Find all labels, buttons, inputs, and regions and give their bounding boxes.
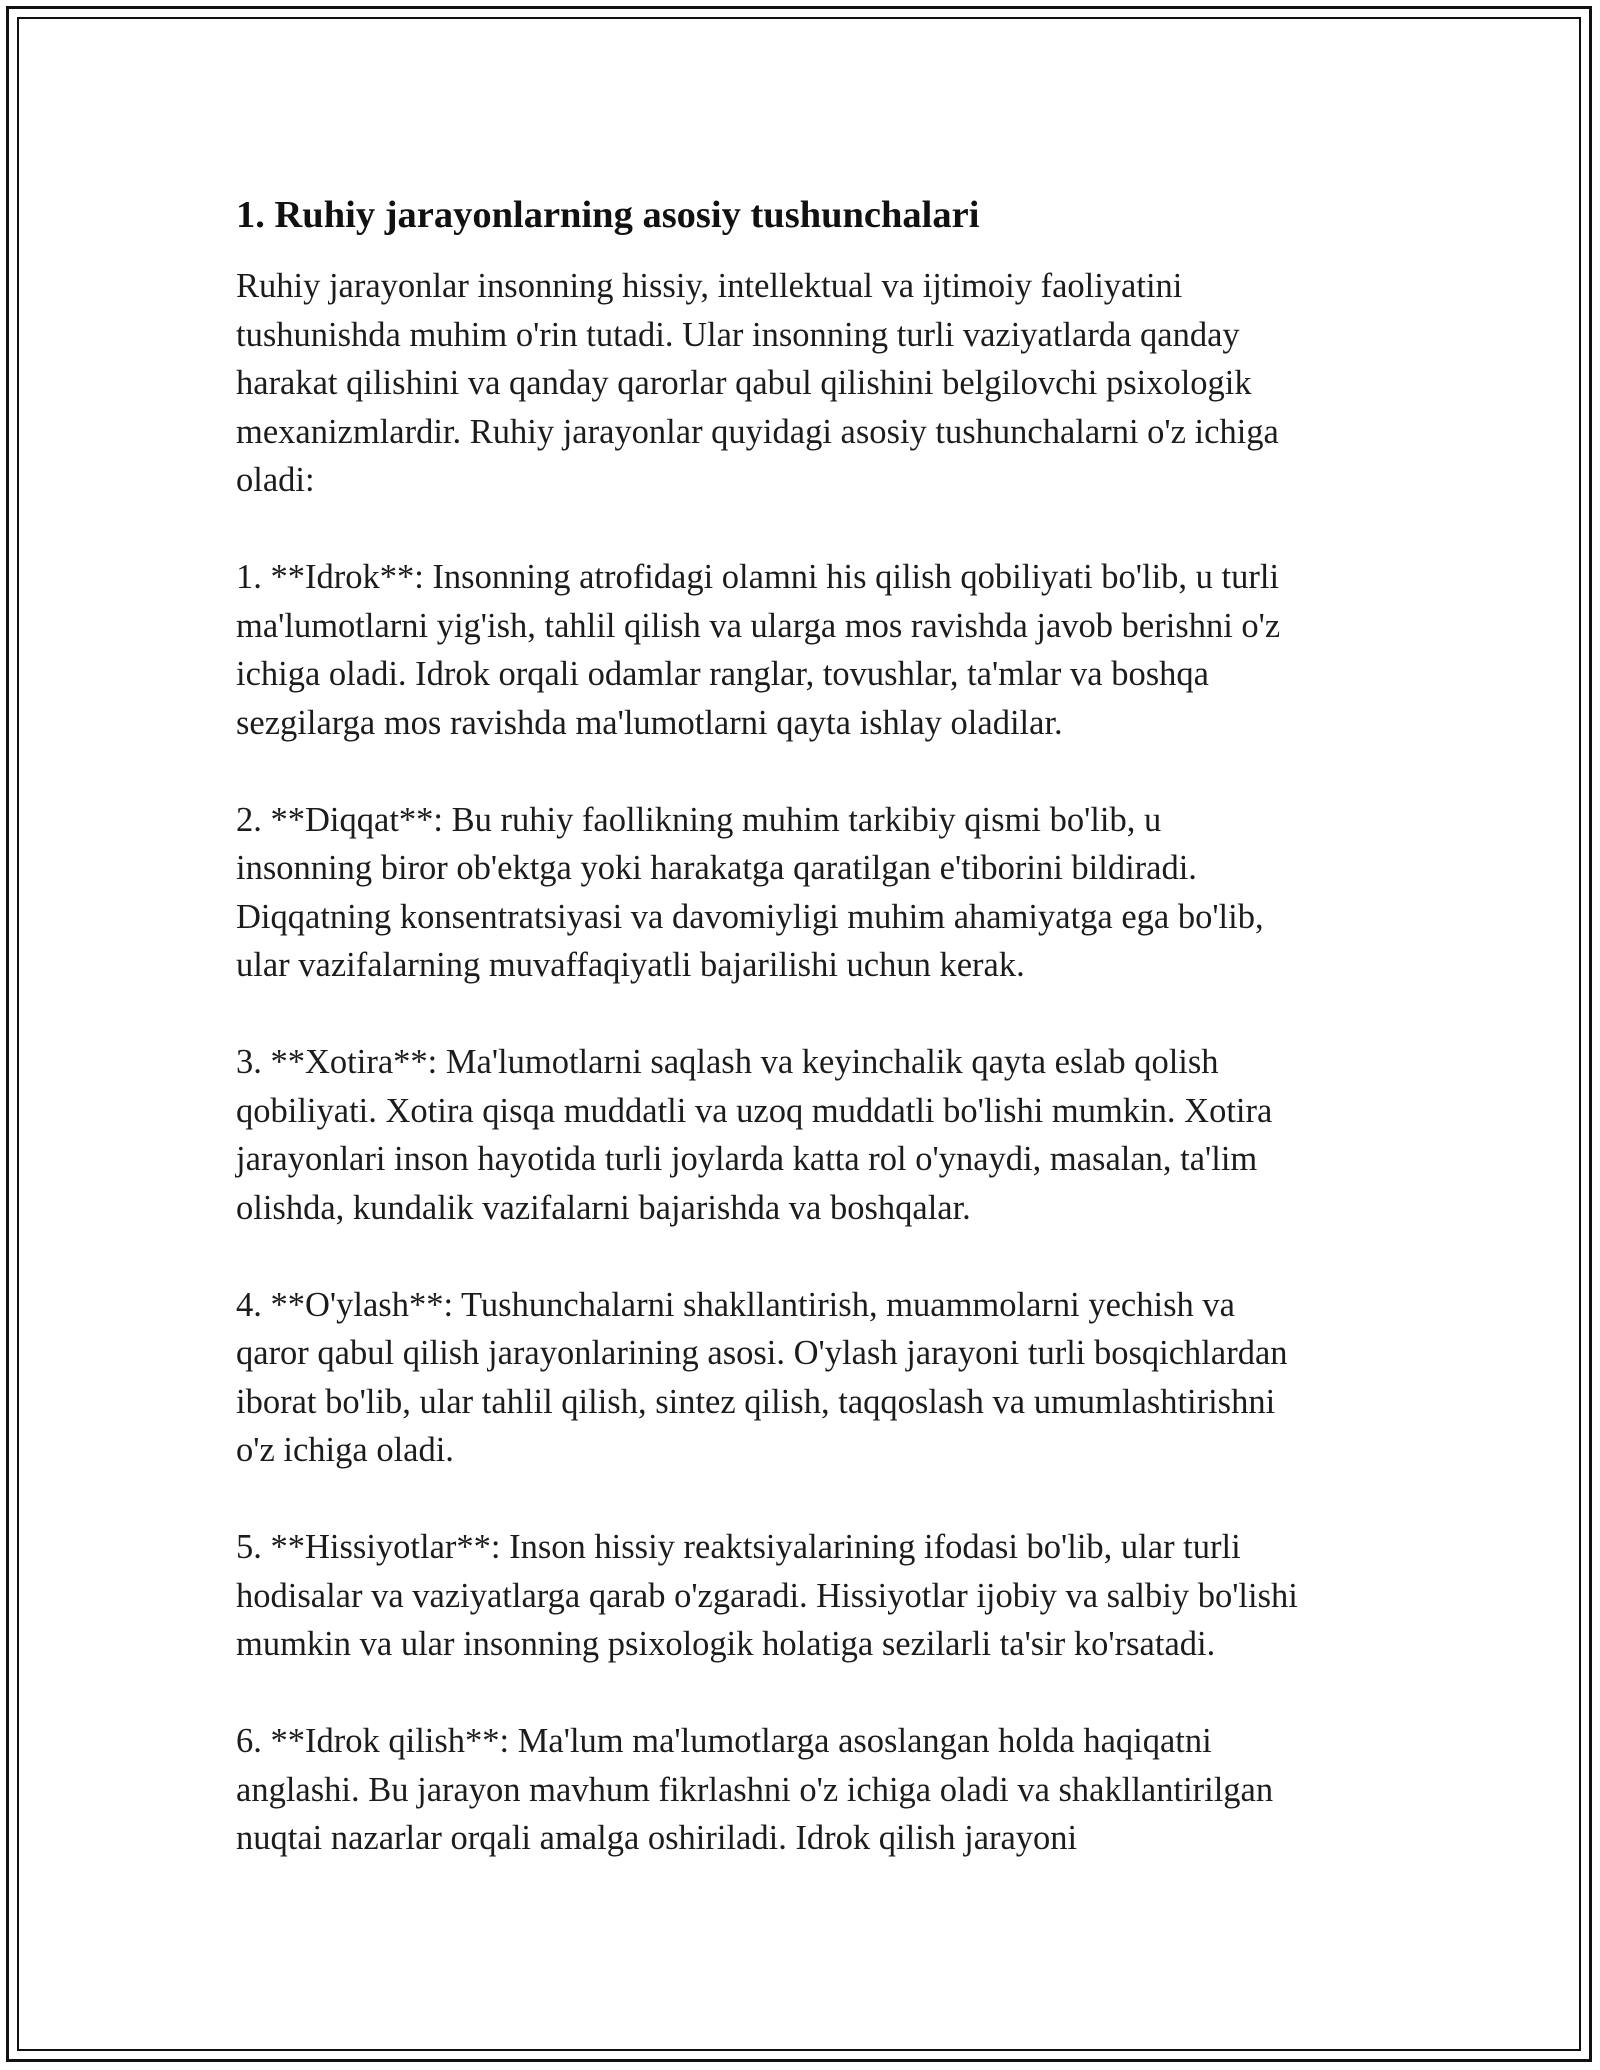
list-item-xotira bbox=[236, 1038, 1376, 1232]
text-line: sezgilarga mos ravishda ma'lumotlarni qayta ishlay oladilar. bbox=[236, 703, 1063, 742]
text-line: oladi: bbox=[236, 461, 315, 499]
text-line: 5. **Hissiyotlar**: Inson hissiy reaktsiyalarining ifodasi bo'lib, ular turli bbox=[236, 1528, 1241, 1566]
text-line: anglashi. Bu jarayon mavhum fikrlashni o'z ichiga oladi va shakllantirilgan bbox=[236, 1770, 1274, 1809]
list-item-diqqat bbox=[236, 796, 1376, 990]
document-body bbox=[236, 190, 1376, 1863]
text-line: ma'lumotlarni yig'ish, tahlil qilish va ularga mos ravishda javob berishni o'z bbox=[236, 606, 1281, 645]
text-line: ichiga oladi. Idrok orqali odamlar ranglar, tovushlar, ta'mlar va boshqa bbox=[236, 655, 1209, 693]
text-line: olishda, kundalik vazifalarni bajarishda va boshqalar. bbox=[236, 1188, 971, 1227]
text-line: hodisalar va vaziyatlarga qarab o'zgaradi. Hissiyotlar ijobiy va salbiy bo'lishi bbox=[236, 1576, 1298, 1615]
text-line: harakat qilishini va qanday qarorlar qabul qilishini belgilovchi psixologik bbox=[236, 364, 1252, 402]
text-line: 2. **Diqqat**: Bu ruhiy faollikning muhim tarkibiy qismi bo'lib, u bbox=[236, 800, 1162, 839]
text-line: 6. **Idrok qilish**: Ma'lum ma'lumotlarga asoslangan holda haqiqatni bbox=[236, 1722, 1212, 1760]
text-line: o'z ichiga oladi. bbox=[236, 1431, 454, 1469]
text-line: mumkin va ular insonning psixologik holatiga sezilarli ta'sir ko'rsatadi. bbox=[236, 1625, 1216, 1663]
text-line: iborat bo'lib, ular tahlil qilish, sintez qilish, taqqoslash va umumlashtirishni bbox=[236, 1382, 1276, 1421]
text-line: nuqtai nazarlar orqali amalga oshiriladi. Idrok qilish jarayoni bbox=[236, 1819, 1078, 1857]
list-item-oylash bbox=[236, 1281, 1376, 1475]
text-line: 3. **Xotira**: Ma'lumotlarni saqlash va keyinchalik qayta eslab qolish bbox=[236, 1043, 1219, 1081]
intro-paragraph bbox=[236, 262, 1376, 505]
list-item-idrok bbox=[236, 553, 1376, 747]
text-line: Diqqatning konsentratsiyasi va davomiyligi muhim ahamiyatga ega bo'lib, bbox=[236, 897, 1264, 936]
page-title: 1. Ruhiy jarayonlarning asosiy tushunchalari bbox=[236, 194, 980, 236]
text-line: Ruhiy jarayonlar insonning hissiy, intellektual va ijtimoiy faoliyatini bbox=[236, 267, 1183, 305]
list-item-hissiyotlar bbox=[236, 1523, 1376, 1669]
list-item-idrok-qilish bbox=[236, 1717, 1376, 1863]
text-line: qaror qabul qilish jarayonlarining asosi. O'ylash jarayoni turli bosqichlardan bbox=[236, 1334, 1288, 1372]
text-line: jarayonlari inson hayotida turli joylarda katta rol o'ynaydi, masalan, ta'lim bbox=[236, 1140, 1258, 1178]
text-line: qobiliyati. Xotira qisqa muddatli va uzoq muddatli bo'lishi mumkin. Xotira bbox=[236, 1091, 1273, 1130]
text-line: insonning biror ob'ektga yoki harakatga qaratilgan e'tiborini bildiradi. bbox=[236, 849, 1197, 887]
text-line: mexanizmlardir. Ruhiy jarayonlar quyidagi asosiy tushunchalarni o'z ichiga bbox=[236, 412, 1279, 451]
text-line: 4. **O'ylash**: Tushunchalarni shakllantirish, muammolarni yechish va bbox=[236, 1285, 1235, 1324]
text-line: ular vazifalarning muvaffaqiyatli bajarilishi uchun kerak. bbox=[236, 946, 1025, 984]
text-line: tushunishda muhim o'rin tutadi. Ular insonning turli vaziyatlarda qanday bbox=[236, 315, 1240, 354]
text-line: 1. **Idrok**: Insonning atrofidagi olamni his qilish qobiliyati bo'lib, u turli bbox=[236, 558, 1280, 596]
